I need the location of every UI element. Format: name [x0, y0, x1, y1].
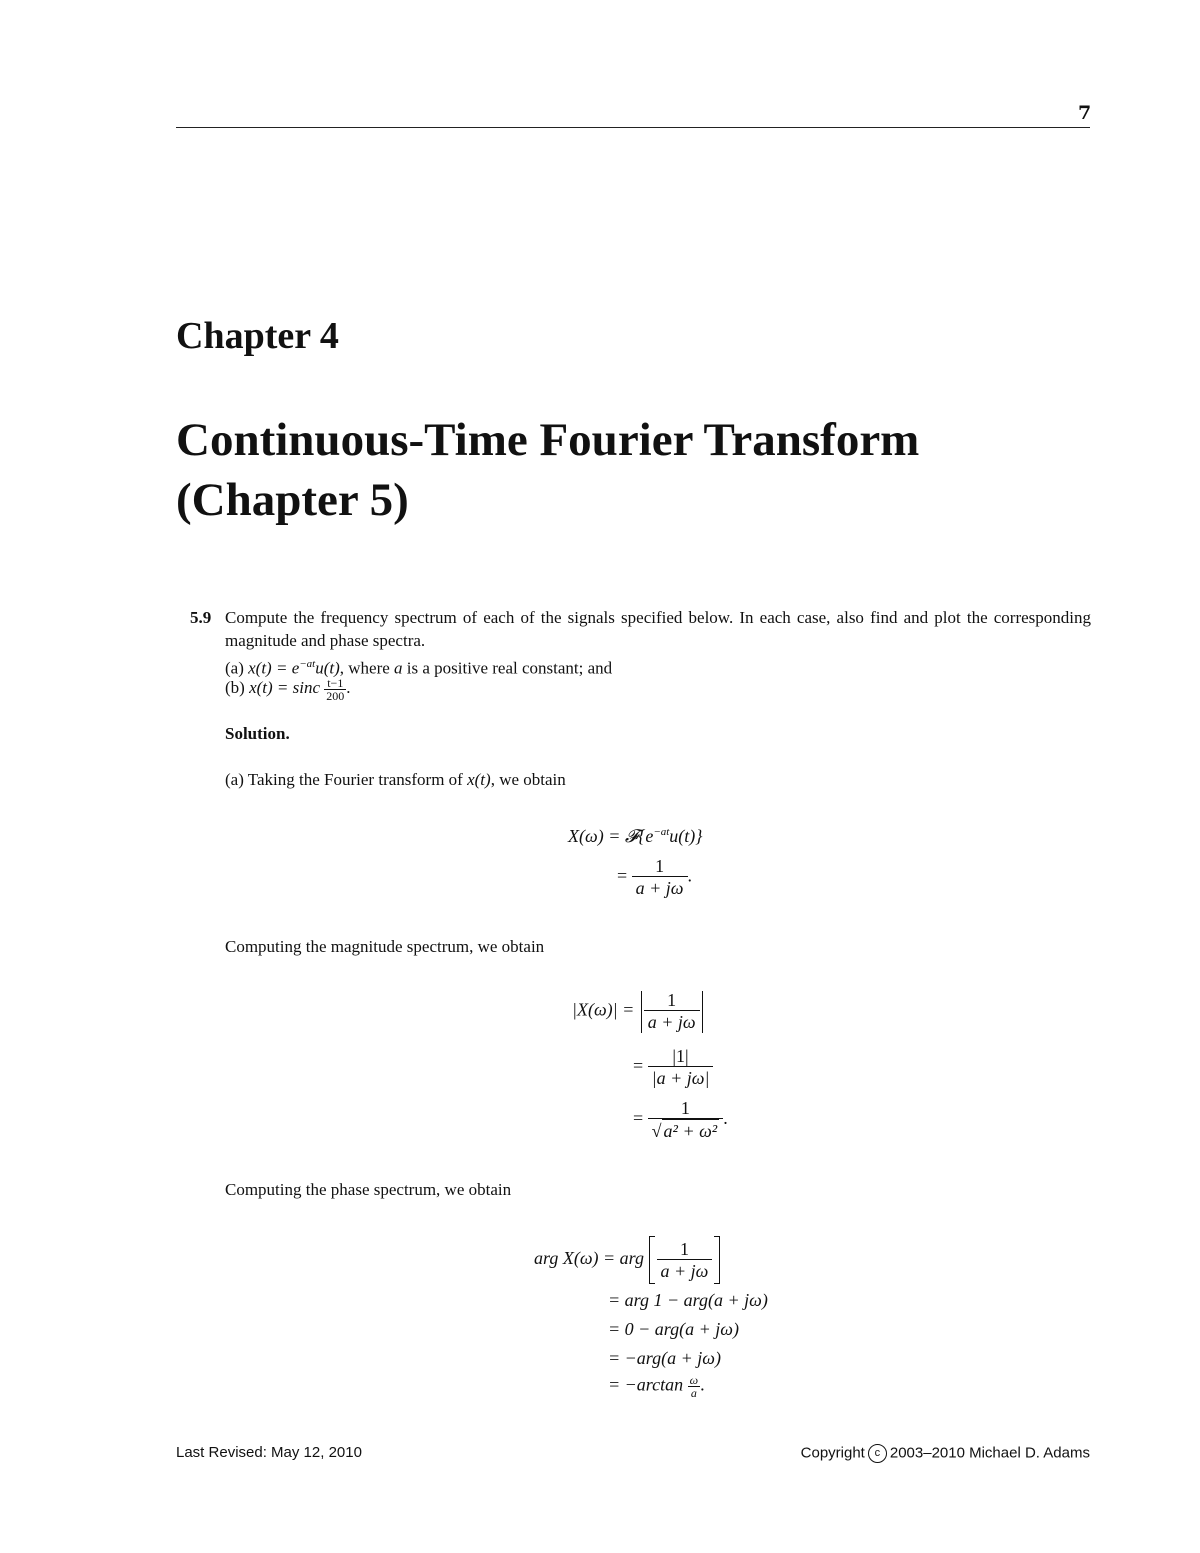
solution-label: Solution.	[225, 724, 290, 743]
mag-num3: 1	[680, 1098, 690, 1118]
mag-eq3: =	[633, 1108, 644, 1129]
arg-line3-text: = 0 − arg(a + jω)	[608, 1319, 739, 1339]
ft-den: a + jω	[635, 878, 684, 898]
arctan-fraction	[688, 1374, 700, 1399]
intro-a-xt: x(t)	[467, 770, 491, 789]
chapter-title-line2: (Chapter 5)	[176, 474, 409, 526]
arg-line4-text: = −arg(a + jω)	[608, 1348, 721, 1368]
mag-fraction3: $\frac{1}{\text{√ a² + ω²}}$	[648, 1098, 724, 1142]
last-revised: Last Revised: May 12, 2010	[176, 1444, 362, 1461]
arg-line1	[534, 1236, 720, 1284]
bracket-left	[649, 1236, 655, 1284]
abs-bar-right	[702, 991, 703, 1033]
intro-phase: Computing the phase spectrum, we obtain	[225, 1180, 512, 1199]
mag-num2: |1|	[672, 1046, 689, 1066]
mag-eq2: =	[633, 1055, 644, 1076]
arctan-num: ω	[689, 1373, 699, 1387]
problem-number: 5.9	[190, 608, 212, 627]
chapter-title-line1: Continuous-Time Fourier Transform	[176, 414, 920, 466]
ft-line2: = $\frac{1}{a + j\omega}$ .	[617, 856, 693, 898]
sinc-fraction	[324, 677, 346, 702]
page-number: 7	[1078, 102, 1092, 124]
mag-den3: a² + ω²	[663, 1121, 718, 1141]
part-a-xt: x(t) = e	[248, 658, 300, 678]
copyright-post: 2003–2010 Michael D. Adams	[889, 1444, 1090, 1462]
mag-line2	[633, 1046, 713, 1089]
copyright-pre: Copyright	[800, 1444, 865, 1462]
ft-lhs: X(ω) = 𝓕{e	[568, 826, 654, 846]
part-b-lhs: x(t) = sinc	[249, 678, 321, 697]
mag-den1: a + jω	[647, 1012, 696, 1032]
part-a-var: a	[394, 658, 403, 678]
intro-a	[225, 768, 566, 791]
arg-line2	[608, 1290, 768, 1311]
part-a-tail: is a positive real constant; and	[406, 658, 613, 678]
part-a-label: (a)	[225, 658, 244, 678]
ft-tail: u(t)}	[669, 826, 703, 846]
bracket-right	[714, 1236, 720, 1284]
arg-num: 1	[679, 1238, 689, 1259]
arg-lhs: arg X(ω) = arg	[534, 1248, 645, 1269]
arg-line5-text: = −arctan	[608, 1374, 684, 1395]
ft-exp: −at	[653, 826, 670, 838]
copyright	[801, 1444, 1090, 1463]
part-a-ut: u(t)	[315, 658, 340, 678]
sinc-num: t−1	[327, 675, 344, 690]
problem-statement: Compute the frequency spectrum of each of the signals specified below. In each case, also find and plot the corresponding magnitude and phase spectra.	[225, 608, 1091, 650]
ft-eq: =	[617, 865, 628, 886]
chapter-label: Chapter 4	[176, 315, 339, 357]
ft-num: 1	[655, 856, 665, 876]
mag-num1: 1	[667, 990, 677, 1010]
intro-a-tail: , we obtain	[490, 770, 566, 789]
ft-line1	[568, 826, 702, 847]
abs-bar-left	[641, 991, 642, 1033]
part-b-label: (b)	[225, 678, 245, 697]
arg-line5: = −arctan $\frac{\omega}{a}$ .	[608, 1373, 705, 1400]
mag-den2: |a + jω|	[651, 1068, 710, 1088]
mag-line1	[572, 990, 705, 1033]
arctan-den: a	[690, 1386, 697, 1400]
intro-a-text: (a) Taking the Fourier transform of	[225, 770, 463, 789]
chapter-title	[176, 410, 919, 530]
ft-fraction	[632, 856, 688, 899]
arg-line3	[608, 1319, 739, 1340]
mag-lhs: |X(ω)| =	[572, 999, 635, 1020]
arg-den: a + jω	[660, 1260, 709, 1281]
part-a-text: , where	[339, 658, 390, 678]
mag-fraction2	[648, 1046, 714, 1089]
copyright-icon: c	[868, 1444, 887, 1463]
part-a-exp: −at	[299, 658, 316, 670]
arg-line2-text: = arg 1 − arg(a + jω)	[608, 1290, 768, 1310]
part-b: (b) x(t) = sinc $\frac{t-1}{200}$ .	[225, 675, 351, 703]
sinc-den: 200	[326, 688, 345, 703]
intro-mag: Computing the magnitude spectrum, we obtain	[225, 937, 545, 956]
arg-fraction	[657, 1239, 713, 1282]
header-rule	[176, 127, 1090, 128]
mag-line3: = $\frac{1}{\text{√ a² + ω²}}$ .	[633, 1098, 728, 1141]
mag-fraction1	[644, 990, 700, 1033]
arg-line4	[608, 1348, 721, 1369]
